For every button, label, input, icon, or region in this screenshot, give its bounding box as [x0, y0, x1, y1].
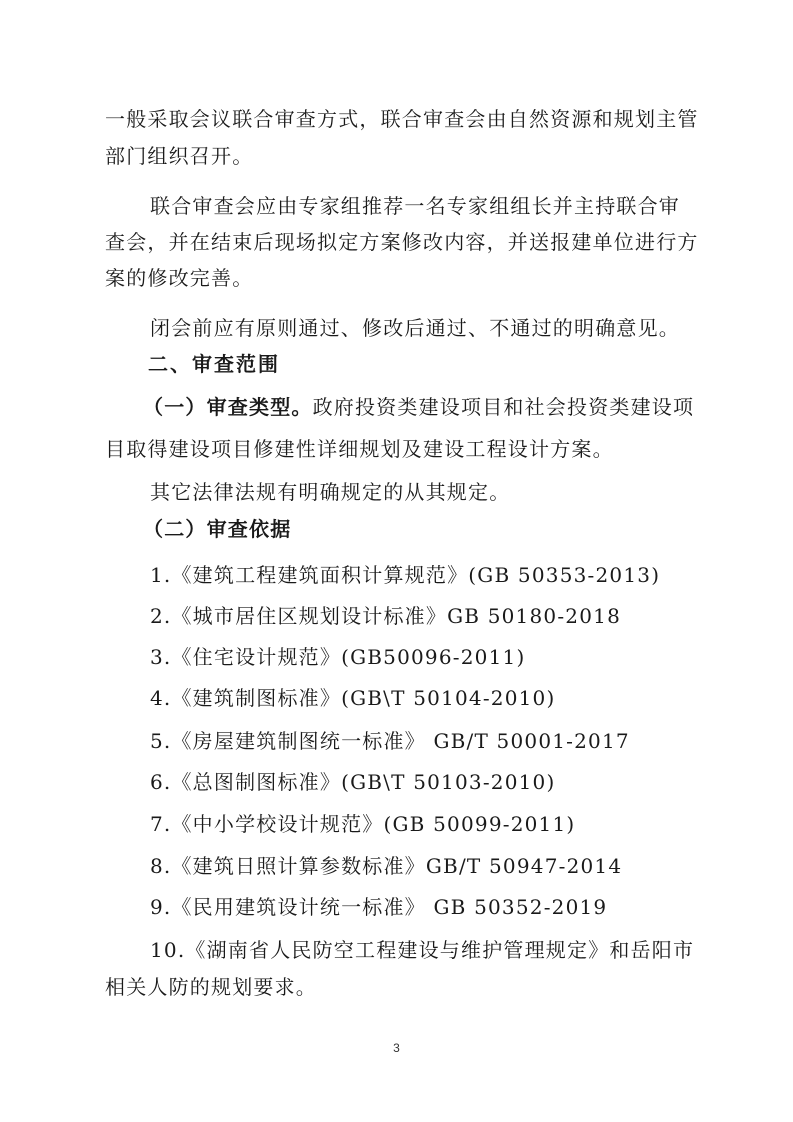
subsection-one-label: （一）审查类型。 — [143, 395, 313, 419]
reference-item-10-line-2: 相关人防的规划要求。 — [105, 975, 317, 999]
reference-item-6: 6.《总图制图标准》(GB\T 50103-2010) — [150, 770, 556, 794]
reference-item-3: 3.《住宅设计规范》(GB50096-2011) — [150, 645, 526, 669]
reference-item-7: 7.《中小学校设计规范》(GB 50099-2011) — [150, 812, 576, 836]
reference-item-5: 5.《房屋建筑制图统一标准》 GB/T 50001-2017 — [150, 729, 630, 753]
subsection-one-line-1 — [143, 392, 694, 422]
page-number: 3 — [393, 1041, 400, 1055]
paragraph-1-line-1: 一般采取会议联合审查方式，联合审查会由自然资源和规划主管 — [105, 107, 699, 131]
other-rules-line: 其它法律法规有明确规定的从其规定。 — [150, 480, 511, 504]
reference-item-9: 9.《民用建筑设计统一标准》 GB 50352-2019 — [150, 895, 608, 919]
reference-item-10-line-1: 10.《湖南省人民防空工程建设与维护管理规定》和岳阳市 — [150, 938, 695, 962]
subsection-one-line-2: 目取得建设项目修建性详细规划及建设工程设计方案。 — [105, 437, 614, 461]
paragraph-3-line-1: 闭会前应有原则通过、修改后通过、不通过的明确意见。 — [150, 316, 680, 340]
paragraph-2-line-2: 查会，并在结束后现场拟定方案修改内容，并送报建单位进行方 — [105, 230, 699, 254]
paragraph-1-line-2: 部门组织召开。 — [105, 144, 254, 168]
reference-item-2: 2.《城市居住区规划设计标准》GB 50180-2018 — [150, 604, 621, 628]
paragraph-2-line-3: 案的修改完善。 — [105, 266, 254, 290]
reference-item-1: 1.《建筑工程建筑面积计算规范》(GB 50353-2013) — [150, 563, 661, 587]
reference-item-4: 4.《建筑制图标准》(GB\T 50104-2010) — [150, 686, 556, 710]
reference-item-8: 8.《建筑日照计算参数标准》GB/T 50947-2014 — [150, 854, 623, 878]
subsection-two-heading: （二）审查依据 — [143, 517, 292, 541]
paragraph-2-line-1: 联合审查会应由专家组推荐一名专家组组长并主持联合审 — [150, 194, 680, 218]
section-two-heading: 二、审查范围 — [148, 352, 280, 376]
subsection-one-text: 政府投资类建设项目和社会投资类建设项 — [312, 395, 695, 419]
